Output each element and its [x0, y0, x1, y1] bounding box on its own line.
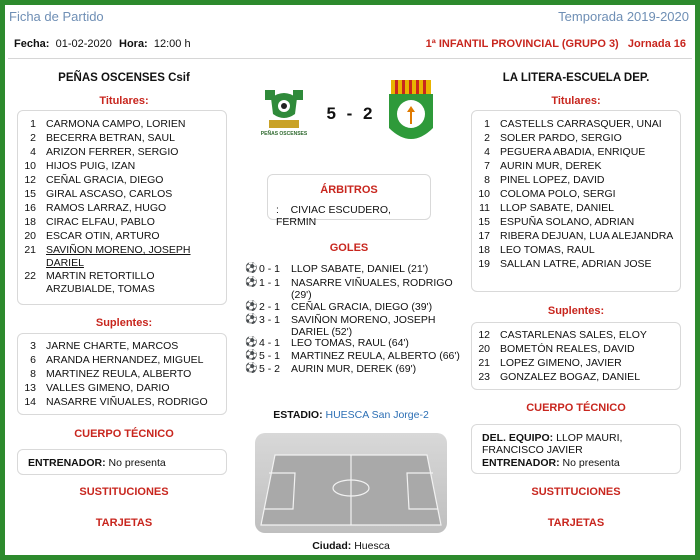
player-number: 7 [484, 160, 490, 172]
away-titulares-label: Titulares: [551, 95, 601, 107]
svg-text:PEÑAS OSCENSES: PEÑAS OSCENSES [261, 131, 307, 137]
goal-score: 0 - 1 [259, 263, 281, 275]
player-row[interactable] [18, 160, 226, 174]
home-tarjetas-label[interactable]: TARJETAS [95, 517, 153, 529]
player-row[interactable] [472, 160, 680, 174]
match-score: 5 - 2 [326, 104, 376, 123]
stadium-link[interactable]: HUESCA San Jorge-2 [325, 409, 429, 421]
goal-scorer: SAVIÑON MORENO, JOSEPH DARIEL (52') [291, 314, 436, 338]
home-titulares-box [17, 110, 227, 305]
goles-title: GOLES [329, 242, 369, 254]
match-info [14, 38, 686, 54]
home-suplentes-list [18, 340, 226, 410]
player-number: 17 [478, 230, 490, 242]
goal-scorer: MARTINEZ REULA, ALBERTO (66') [291, 350, 460, 362]
goal-score: 3 - 1 [259, 314, 281, 326]
goal-row [245, 277, 475, 301]
player-row[interactable] [472, 132, 680, 146]
goal-row [245, 337, 475, 349]
player-number: 15 [24, 188, 36, 200]
player-row[interactable] [18, 340, 226, 354]
stadium-info: ESTADIO: HUESCA San Jorge-2 [273, 409, 429, 421]
player-number: 2 [484, 132, 490, 144]
goal-score: 4 - 1 [259, 337, 281, 349]
away-suplentes-list [472, 329, 680, 385]
player-row[interactable] [18, 216, 226, 230]
player-name[interactable]: RAMOS LARRAZ, HUGO [46, 202, 167, 214]
player-row[interactable] [18, 354, 226, 368]
soccer-ball-icon: ⚽ [245, 301, 258, 312]
match-time: Hora: 12:00 h [119, 38, 191, 50]
player-name[interactable]: SAVIÑON MORENO, JOSEPH DARIEL [46, 244, 191, 269]
match-date: Fecha: 01-02-2020 [14, 38, 112, 50]
player-number: 11 [479, 202, 490, 214]
player-name[interactable]: HIJOS PUIG, IZAN [46, 160, 136, 172]
player-name[interactable]: LEO TOMAS, RAUL [500, 244, 595, 256]
player-row[interactable] [472, 244, 680, 258]
player-name[interactable]: CARMONA CAMPO, LORIEN [46, 118, 186, 130]
player-row[interactable] [472, 230, 680, 244]
player-name[interactable]: JARNE CHARTE, MARCOS [46, 340, 179, 352]
player-row[interactable] [18, 368, 226, 382]
player-number: 1 [30, 118, 36, 130]
player-number: 10 [24, 160, 36, 172]
goal-scorer: LEO TOMAS, RAUL (64') [291, 337, 409, 349]
goal-scorer: LLOP SABATE, DANIEL (21') [291, 263, 429, 275]
player-name[interactable]: ESPUÑA SOLANO, ADRIAN [500, 216, 635, 228]
player-row[interactable] [472, 371, 680, 385]
player-number: 23 [478, 371, 490, 383]
player-row[interactable] [472, 118, 680, 132]
player-number: 10 [478, 188, 490, 200]
player-name[interactable]: ESCAR OTIN, ARTURO [46, 230, 160, 242]
player-name[interactable]: AURIN MUR, DEREK [500, 160, 602, 172]
soccer-ball-icon: ⚽ [245, 314, 258, 325]
player-row[interactable] [18, 132, 226, 146]
player-name[interactable]: CASTARLENAS SALES, ELOY [500, 329, 647, 341]
goal-score: 2 - 1 [259, 301, 281, 313]
player-row[interactable] [18, 146, 226, 160]
home-crest-icon [261, 84, 307, 144]
player-number: 15 [478, 216, 490, 228]
player-row[interactable] [18, 174, 226, 188]
player-number: 4 [30, 146, 36, 158]
player-row[interactable] [18, 382, 226, 396]
title-bar [5, 5, 695, 27]
away-cuerpo-label: CUERPO TÉCNICO [526, 402, 626, 414]
player-name[interactable]: VALLES GIMENO, DARIO [46, 382, 170, 394]
competition-label: 1ª INFANTIL PROVINCIAL (GRUPO 3) Jornada 16 [425, 38, 686, 50]
arbitros-box [267, 174, 431, 228]
divider [8, 58, 692, 59]
player-name[interactable]: RIBERA DEJUAN, LUA ALEJANDRA [500, 230, 674, 242]
player-name[interactable]: BOMETÓN REALES, DAVID [500, 343, 635, 355]
player-number: 12 [478, 329, 490, 341]
player-name[interactable]: ARANDA HERNANDEZ, MIGUEL [46, 354, 204, 366]
goal-row [245, 314, 475, 338]
home-sustituciones-label[interactable]: SUSTITUCIONES [79, 486, 169, 498]
player-number: 12 [24, 174, 36, 186]
player-name[interactable]: GONZALEZ BOGAZ, DANIEL [500, 371, 641, 383]
player-row[interactable] [18, 230, 226, 244]
goal-score: 5 - 1 [259, 350, 281, 362]
player-name[interactable]: CIRAC ELFAU, PABLO [46, 216, 155, 228]
player-number: 18 [478, 244, 490, 256]
away-titulares-list [472, 118, 680, 272]
goal-scorer: NASARRE VIÑUALES, RODRIGO (29') [291, 277, 453, 301]
home-suplentes-label: Suplentes: [95, 317, 153, 329]
page-title: Ficha de Partido [9, 9, 104, 24]
player-name[interactable]: PEGUERA ABADIA, ENRIQUE [500, 146, 646, 158]
city-info: Ciudad: Huesca [312, 540, 390, 552]
away-staff-box [471, 424, 681, 474]
player-number: 4 [484, 146, 490, 158]
player-name[interactable]: PINEL LOPEZ, DAVID [500, 174, 605, 186]
away-crest-icon [385, 76, 437, 152]
goal-row [245, 350, 475, 362]
player-name[interactable]: NASARRE VIÑUALES, RODRIGO [46, 396, 208, 408]
player-number: 22 [24, 270, 36, 282]
player-number: 8 [30, 368, 36, 380]
player-name[interactable]: MARTINEZ REULA, ALBERTO [46, 368, 192, 380]
home-staff-box [17, 449, 227, 475]
player-row[interactable] [472, 216, 680, 230]
away-titulares-box [471, 110, 681, 292]
soccer-ball-icon: ⚽ [245, 263, 258, 274]
goal-score: 5 - 2 [259, 363, 281, 375]
player-name[interactable]: CASTELLS CARRASQUER, UNAI [500, 118, 662, 130]
home-titulares-list [18, 118, 226, 296]
player-row[interactable] [472, 258, 680, 272]
player-name[interactable]: GIRAL ASCASO, CARLOS [46, 188, 173, 200]
goal-scorer: CEÑAL GRACIA, DIEGO (39') [291, 301, 433, 313]
player-row[interactable] [472, 146, 680, 160]
home-titulares-label: Titulares: [99, 95, 149, 107]
player-row[interactable] [472, 174, 680, 188]
player-number: 6 [30, 354, 36, 366]
home-cuerpo-label: CUERPO TÉCNICO [74, 428, 174, 440]
home-suplentes-box [17, 333, 227, 415]
referee-row: : CIVIAC ESCUDERO, FERMIN [276, 204, 391, 228]
player-row[interactable] [472, 357, 680, 371]
player-number: 20 [478, 343, 490, 355]
soccer-ball-icon: ⚽ [245, 350, 258, 361]
player-name[interactable]: LLOP SABATE, DANIEL [500, 202, 614, 214]
player-row[interactable] [472, 329, 680, 343]
player-row[interactable] [18, 244, 226, 270]
player-number: 2 [30, 132, 36, 144]
player-name[interactable]: COLOMA POLO, SERGI [500, 188, 616, 200]
player-name[interactable]: ARIZON FERRER, SERGIO [46, 146, 179, 158]
player-number: 21 [478, 357, 490, 369]
soccer-ball-icon: ⚽ [245, 277, 258, 288]
away-suplentes-box [471, 322, 681, 390]
goal-row [245, 263, 475, 275]
player-row[interactable] [18, 202, 226, 216]
pitch-image [255, 433, 447, 533]
player-row[interactable] [472, 188, 680, 202]
player-number: 8 [484, 174, 490, 186]
player-row[interactable] [472, 343, 680, 357]
away-tarjetas-label[interactable]: TARJETAS [547, 517, 605, 529]
player-number: 16 [24, 202, 36, 214]
player-number: 20 [24, 230, 36, 242]
goal-row [245, 301, 475, 313]
player-row[interactable] [18, 270, 226, 296]
player-name[interactable]: BECERRA BETRAN, SAUL [46, 132, 175, 144]
goal-row [245, 363, 475, 375]
soccer-ball-icon: ⚽ [245, 363, 258, 374]
player-number: 3 [30, 340, 36, 352]
season-label: Temporada 2019-2020 [558, 9, 689, 24]
away-sustituciones-label[interactable]: SUSTITUCIONES [531, 486, 621, 498]
player-name[interactable]: SOLER PARDO, SERGIO [500, 132, 622, 144]
away-delegado: DEL. EQUIPO: LLOP MAURI, FRANCISCO JAVIER [482, 432, 623, 456]
player-number: 19 [478, 258, 490, 270]
player-name[interactable]: CEÑAL GRACIA, DIEGO [46, 174, 164, 186]
arbitros-title: ÁRBITROS [320, 184, 378, 196]
player-row[interactable] [18, 396, 226, 410]
away-team-name: LA LITERA-ESCUELA DEP. [502, 72, 650, 84]
player-row[interactable] [18, 118, 226, 132]
player-number: 18 [24, 216, 36, 228]
goal-score: 1 - 1 [259, 277, 281, 289]
player-number: 13 [24, 382, 36, 394]
player-number: 21 [24, 244, 36, 256]
goal-scorer: AURIN MUR, DEREK (69') [291, 363, 417, 375]
player-name[interactable]: MARTIN RETORTILLO ARZUBIALDE, TOMAS [46, 270, 155, 295]
player-name[interactable]: SALLAN LATRE, ADRIAN JOSE [500, 258, 652, 270]
player-row[interactable] [472, 202, 680, 216]
home-team-name: PEÑAS OSCENSES Csif [58, 72, 190, 84]
soccer-ball-icon: ⚽ [245, 337, 258, 348]
home-entrenador: ENTRENADOR: No presenta [28, 457, 166, 469]
player-row[interactable] [18, 188, 226, 202]
player-number: 14 [24, 396, 36, 408]
player-name[interactable]: LOPEZ GIMENO, JAVIER [500, 357, 622, 369]
away-entrenador: ENTRENADOR: No presenta [482, 457, 620, 469]
away-suplentes-label: Suplentes: [547, 305, 605, 317]
player-number: 1 [484, 118, 490, 130]
